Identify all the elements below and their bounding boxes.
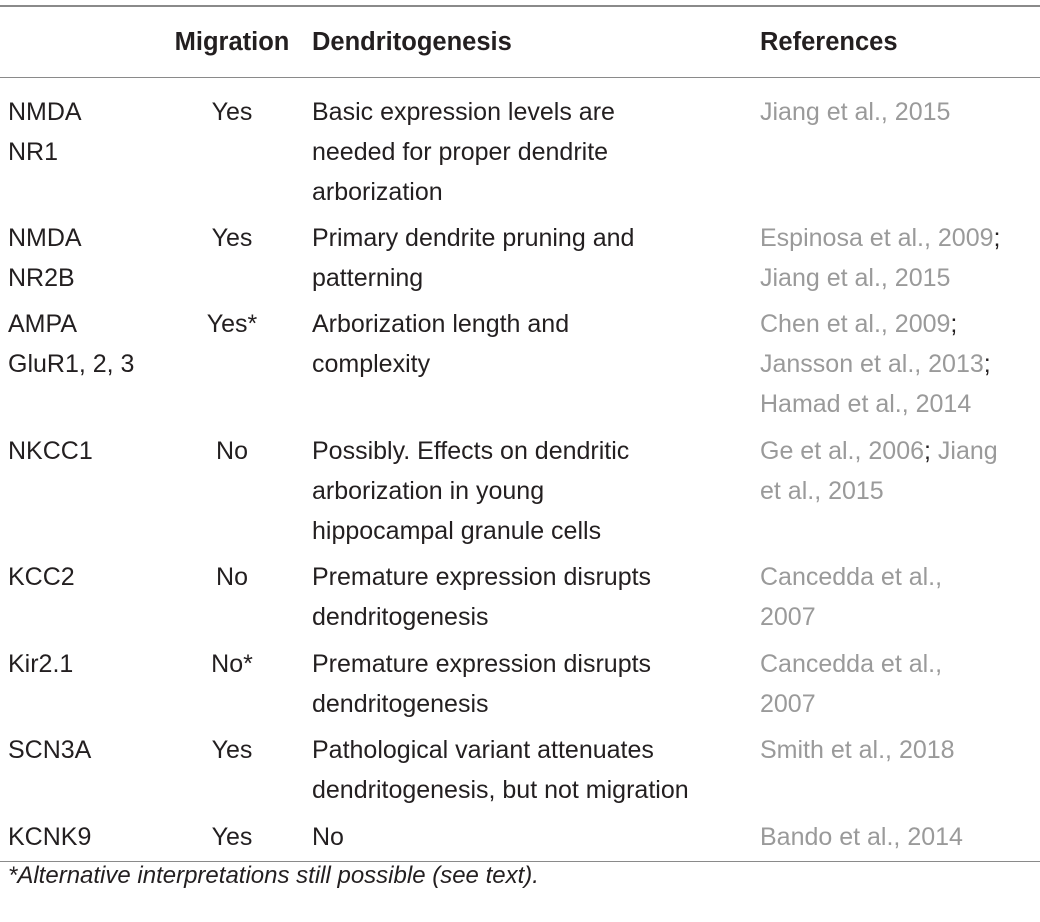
reference-link[interactable]: Bando et al., 2014 [760,823,963,851]
table-cell-dendritogenesis: arborization in young [312,477,545,505]
reference-link[interactable]: Cancedda et al., [760,563,943,591]
reference-link[interactable]: Jansson et al., 2013 [760,350,984,378]
table-top-rule [0,5,1040,7]
reference-link[interactable]: Espinosa et al., 2009 [760,224,994,252]
table-cell-dendritogenesis: Premature expression disrupts [312,563,652,591]
table-cell-dendritogenesis: complexity [312,350,431,378]
table-cell-references [760,817,963,857]
table-cell-references [760,471,884,511]
table-cell-dendritogenesis: Pathological variant attenuates [312,736,654,764]
reference-link[interactable]: Smith et al., 2018 [760,736,955,764]
table-cell-channel: KCC2 [8,563,75,591]
reference-separator: ; [950,310,958,338]
reference-link[interactable]: 2007 [760,603,816,631]
table-cell-dendritogenesis: hippocampal granule cells [312,517,602,545]
reference-separator: ; [924,437,938,465]
table-cell-migration: Yes* [206,310,258,338]
table-cell-dendritogenesis: dendritogenesis, but not migration [312,776,689,804]
table-cell-migration: Yes [211,224,253,252]
table-cell-dendritogenesis: Primary dendrite pruning and [312,224,635,252]
table-cell-dendritogenesis: needed for proper dendrite [312,138,609,166]
header-dendritogenesis: Dendritogenesis [312,28,512,56]
reference-link[interactable]: Ge et al., 2006 [760,437,925,465]
table-cell-dendritogenesis: Premature expression disrupts [312,650,652,678]
reference-separator: ; [993,224,1001,252]
table-cell-migration: Yes [211,98,253,126]
table-cell-dendritogenesis: Arborization length and [312,310,570,338]
table-cell-channel: NR2B [8,264,75,292]
table-cell-channel: NMDA [8,98,82,126]
table-cell-channel: Kir2.1 [8,650,74,678]
header-references: References [760,28,898,56]
table-cell-references [760,431,998,471]
table-cell-migration: Yes [211,823,253,851]
table-cell-channel: NKCC1 [8,437,93,465]
table-cell-references [760,344,991,384]
table-cell-channel: SCN3A [8,736,92,764]
table-cell-migration: Yes [211,736,253,764]
table-cell-migration: No [216,437,248,465]
reference-link[interactable]: Jiang et al., 2015 [760,264,951,292]
table-cell-dendritogenesis: dendritogenesis [312,603,489,631]
table-cell-migration: No [216,563,248,591]
reference-link[interactable]: Cancedda et al., [760,650,943,678]
reference-link[interactable]: 2007 [760,690,816,718]
table-cell-dendritogenesis: No [312,823,344,851]
table-cell-references [760,730,955,770]
reference-link[interactable]: Hamad et al., 2014 [760,390,972,418]
table-cell-migration: No* [211,650,253,678]
table-cell-channel: NMDA [8,224,82,252]
header-migration: Migration [174,28,290,56]
table-cell-channel: GluR1, 2, 3 [8,350,135,378]
table-cell-references [760,92,950,132]
table-cell-references [760,644,942,684]
table-cell-channel: KCNK9 [8,823,92,851]
table-cell-references [760,684,816,724]
table-header-rule [0,77,1040,78]
table-cell-channel: AMPA [8,310,77,338]
table-cell-dendritogenesis: arborization [312,178,443,206]
table-cell-references [760,384,971,424]
reference-link[interactable]: et al., 2015 [760,477,884,505]
table-cell-channel: NR1 [8,138,59,166]
table-cell-dendritogenesis: Basic expression levels are [312,98,615,126]
reference-link[interactable]: Jiang et al., 2015 [760,98,951,126]
reference-link[interactable]: Jiang [937,437,998,465]
reference-link[interactable]: Chen et al., 2009 [760,310,951,338]
table-cell-references [760,258,950,298]
table-cell-references [760,218,1000,258]
table-cell-references [760,597,816,637]
table-footnote: *Alternative interpretations still possible (see text). [8,862,539,889]
table-cell-dendritogenesis: dendritogenesis [312,690,489,718]
table-cell-dendritogenesis: Possibly. Effects on dendritic [312,437,630,465]
table-cell-references [760,304,957,344]
table-cell-dendritogenesis: patterning [312,264,424,292]
table-cell-references [760,557,942,597]
reference-separator: ; [983,350,991,378]
